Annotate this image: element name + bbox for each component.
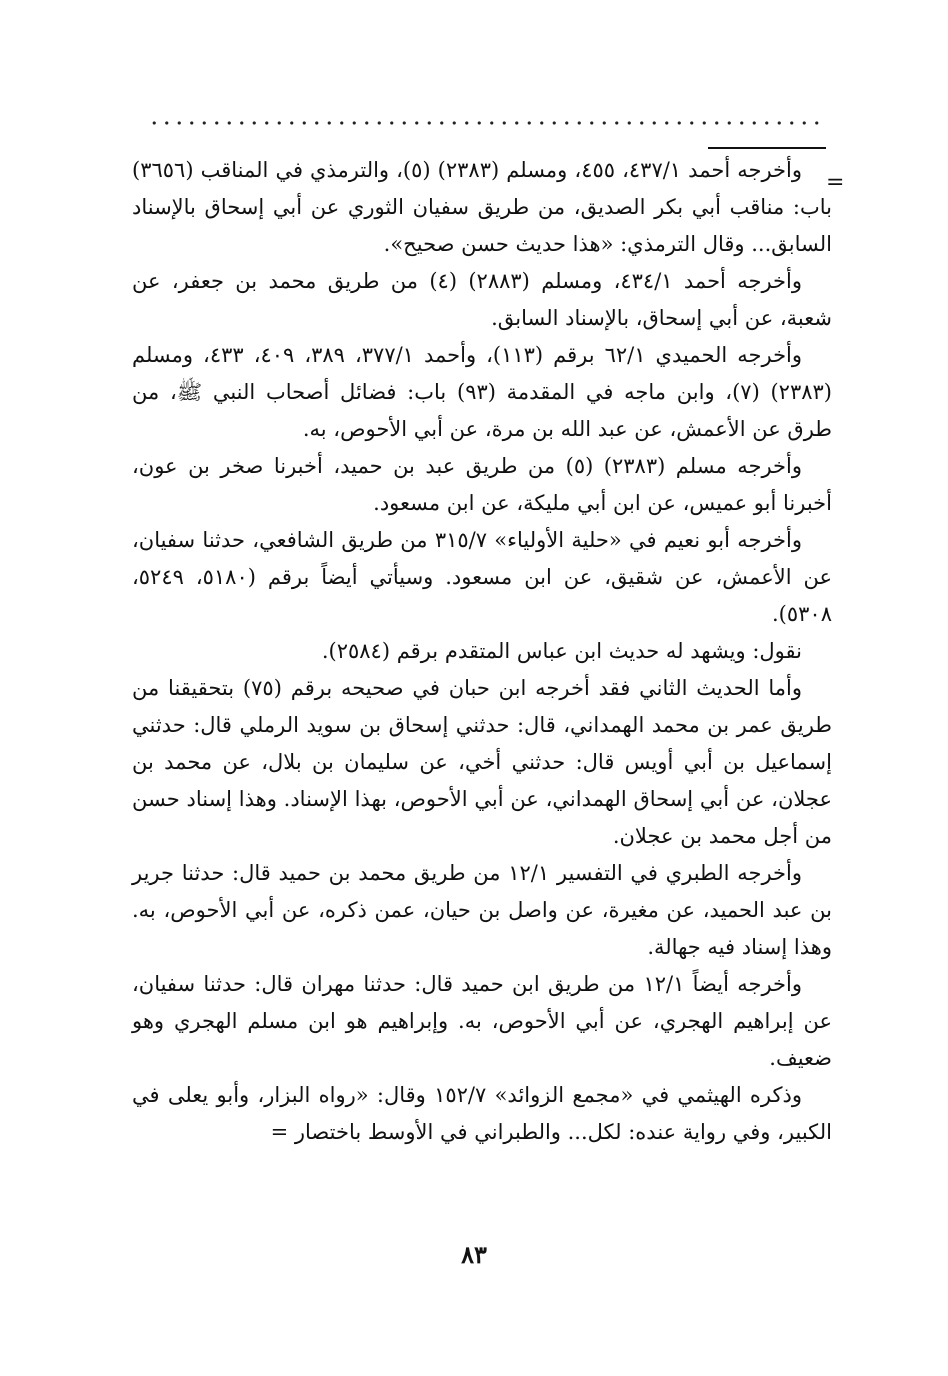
page-number: ٨٣ <box>461 1240 487 1269</box>
footnote-paragraph: وذكره الهيثمي في «مجمع الزوائد» ١٥٢/٧ وقال: «رواه البزار، وأبو يعلى في الكبير، وفي رواية عنده: لكل... والطبراني في الأوسط باختصار = <box>132 1083 832 1144</box>
footnote-paragraph: وأما الحديث الثاني فقد أخرجه ابن حبان في صحيحه برقم (٧٥) بتحقيقنا من طريق عمر بن محمد الهمداني، قال: حدثني إسحاق بن سويد الرملي قال: حدثني إسماعيل بن أبي أويس قال: حدثني أخي، عن سليمان بن بلال، عن محمد بن عجلان، عن أبي إسحاق الهمداني، عن أبي الأحوص، بهذا الإسناد. وهذا إسناد حسن من أجل محمد بن عجلان. <box>132 676 832 848</box>
footnote-paragraph: وأخرجه مسلم (٢٣٨٣) (٥) من طريق عبد بن حميد، أخبرنا صخر بن عون، أخبرنا أبو عميس، عن ابن أبي مليكة، عن ابن مسعود. <box>132 454 832 515</box>
continuation-mark: = <box>826 170 845 195</box>
footnote-paragraph: وأخرجه الحميدي ٦٢/١ برقم (١١٣)، وأحمد ٣٧٧/١، ٣٨٩، ٤٠٩، ٤٣٣، ومسلم (٢٣٨٣) (٧)، وابن ماجه في المقدمة (٩٣) باب: فضائل أصحاب النبي ﷺ، من طرق عن الأعمش، عن عبد الله بن مرة، عن أبي الأحوص، به. <box>132 343 832 441</box>
footnote-paragraph: وأخرجه أيضاً ١٢/١ من طريق ابن حميد قال: حدثنا مهران قال: حدثنا سفيان، عن إبراهيم الهجري، عن أبي الأحوص، به. وإبراهيم هو ابن مسلم الهجري وهو ضعيف. <box>132 972 832 1070</box>
footnote-paragraph: نقول: ويشهد له حديث ابن عباس المتقدم برقم (٢٥٨٤). <box>321 639 802 663</box>
footnote-paragraph: وأخرجه الطبري في التفسير ١٢/١ من طريق محمد بن حميد قال: حدثنا جرير بن عبد الحميد، عن مغيرة، عن واصل بن حيان، عمن ذكره، عن أبي الأحوص، به. وهذا إسناد فيه جهالة. <box>132 861 832 959</box>
footnote-paragraph: وأخرجه أحمد ٤٣٧/١، ٤٥٥، ومسلم (٢٣٨٣) (٥)، والترمذي في المناقب (٣٦٥٦) باب: مناقب أبي بكر الصديق، من طريق سفيان الثوري عن أبي إسحاق بالإسناد السابق... وقال الترمذي: «هذا حديث حسن صحيح». <box>132 158 832 256</box>
footnote-rule <box>708 147 826 149</box>
dotted-separator <box>148 118 826 128</box>
footnote-paragraph: وأخرجه أحمد ٤٣٤/١، ومسلم (٢٨٨٣) (٤) من طريق محمد بن جعفر، عن شعبة، عن أبي إسحاق، بالإسناد السابق. <box>132 269 832 330</box>
footnotes-block <box>132 152 832 1151</box>
footnote-paragraph: وأخرجه أبو نعيم في «حلية الأولياء» ٣١٥/٧ من طريق الشافعي، حدثنا سفيان، عن الأعمش، عن شقيق، عن ابن مسعود. وسيأتي أيضاً برقم (٥١٨٠، ٥٢٤٩، ٥٣٠٨). <box>132 528 832 626</box>
